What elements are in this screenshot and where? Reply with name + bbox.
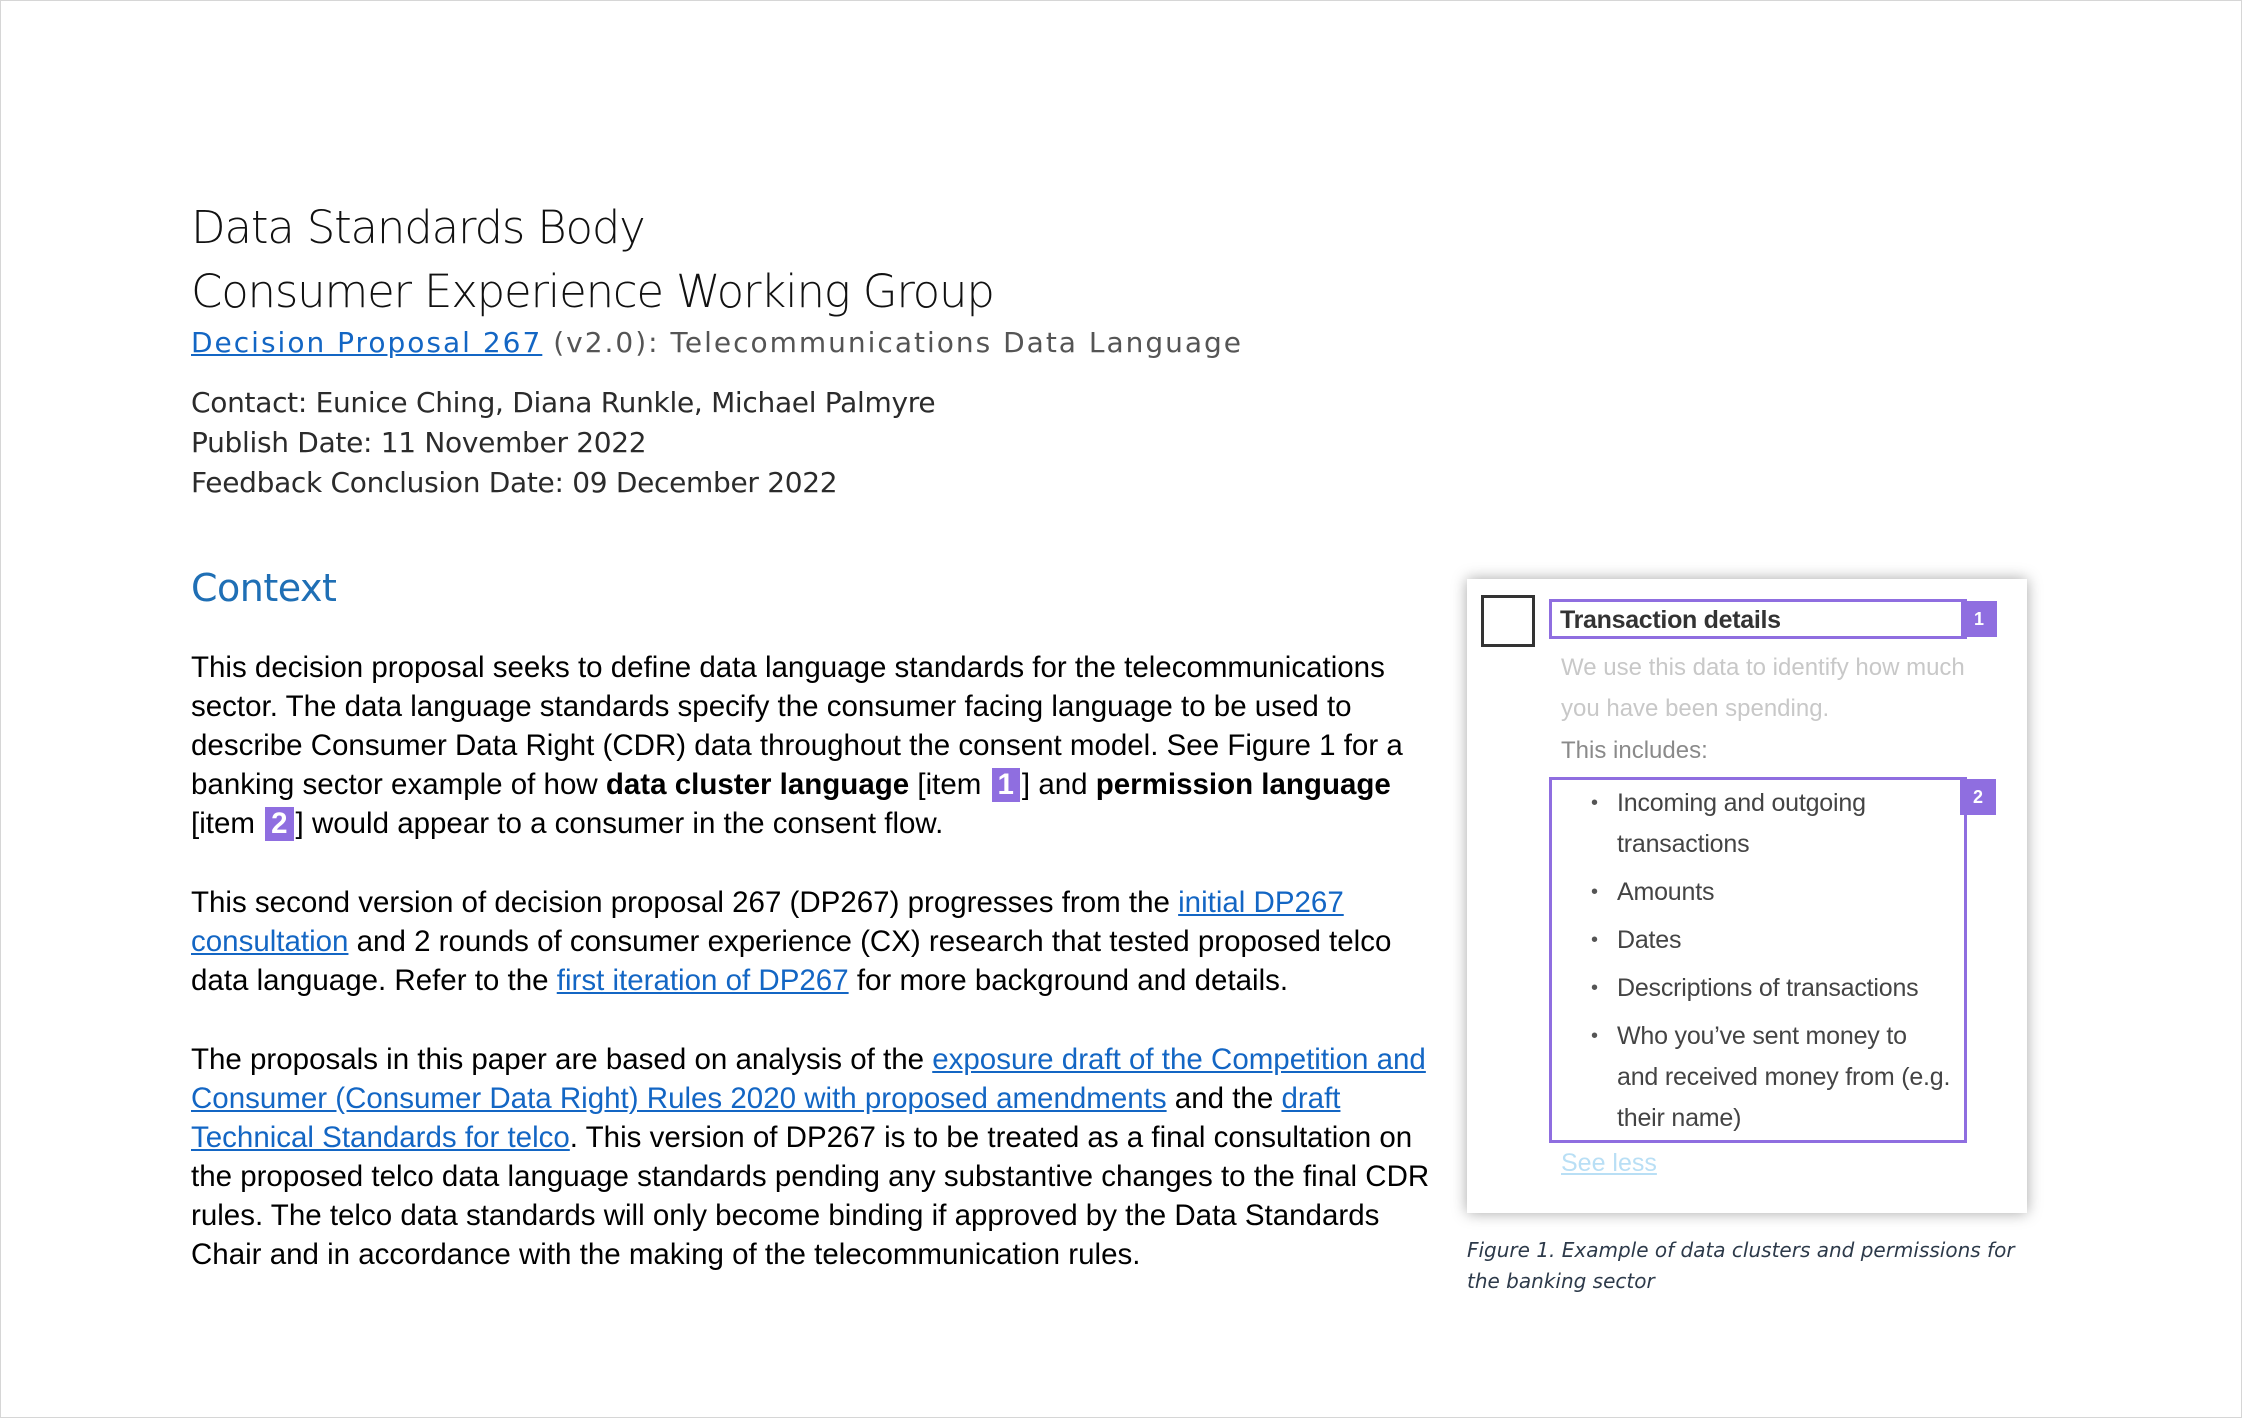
technical-standards-link[interactable]: draft Technical Standards for telco: [191, 1082, 1341, 1154]
document-title-line-2: Consumer Experience Working Group: [191, 265, 994, 318]
p1-text-c: ] and: [1021, 768, 1096, 801]
document-subtitle: [191, 326, 1243, 359]
document-meta: [191, 383, 935, 503]
item-tag-1: 1: [992, 768, 1020, 802]
document-title-line-1: Data Standards Body: [191, 201, 645, 254]
context-paragraph-2: [191, 883, 1441, 1000]
p1-bold-permission: permission language: [1095, 768, 1391, 801]
p1-bold-data-cluster: data cluster language: [605, 768, 910, 801]
initial-dp267-link[interactable]: initial DP267 consultation: [191, 886, 1344, 958]
context-paragraph-3: [191, 1040, 1441, 1274]
list-item: • Descriptions of transactions: [1561, 968, 1951, 1009]
p3-text-a: The proposals in this paper are based on analysis of the: [191, 1043, 933, 1076]
p3-text-c: . This version of DP267 is to be treated as a final consultation on the proposed telco data language standards pending any substantive changes to the final CDR rules. The telco data standards will only become binding if approved by the Data Standards Chair and in accordance with the making of the telecommunication rules.: [191, 1121, 1430, 1271]
figure-caption: Figure 1. Example of data clusters and permissions for the banking sector: [1467, 1238, 2015, 1293]
publish-date-line: Publish Date: 11 November 2022: [191, 426, 647, 459]
exposure-draft-link[interactable]: exposure draft of the Competition and Consumer (Consumer Data Right) Rules 2020 with proposed amendments: [191, 1043, 1426, 1115]
first-iteration-link[interactable]: first iteration of DP267: [556, 964, 849, 997]
badge-1: 1: [1961, 601, 1997, 637]
p1-text-d: [item: [191, 807, 264, 840]
includes-label: This includes:: [1561, 737, 1708, 764]
badge-2: 2: [1960, 779, 1996, 815]
contact-line: Contact: Eunice Ching, Diana Runkle, Michael Palmyre: [191, 386, 936, 419]
p1-text-b: [item: [909, 768, 990, 801]
list-item: • Dates: [1561, 920, 1951, 961]
p2-text-c: for more background and details.: [848, 964, 1289, 997]
p1-text-e: ] would appear to a consumer in the consent flow.: [295, 807, 944, 840]
figure-1-image: [1467, 579, 2027, 1213]
p2-text-a: This second version of decision proposal 267 (DP267) progresses from the: [191, 886, 1179, 919]
decision-proposal-link[interactable]: Decision Proposal 267: [191, 326, 543, 359]
p3-text-b: and the: [1166, 1082, 1282, 1115]
list-item: • Amounts: [1561, 872, 1951, 913]
checkbox-icon: [1481, 595, 1535, 647]
p2-text-b: and 2 rounds of consumer experience (CX) research that tested proposed telco data language. Refer to the: [191, 925, 1392, 997]
see-less-link: See less: [1561, 1149, 1657, 1177]
context-heading: Context: [191, 566, 337, 610]
data-cluster-title: Transaction details: [1560, 606, 1781, 634]
list-item: • Who you’ve sent money to and received money from (e.g. their name): [1561, 1016, 1951, 1139]
permission-list: [1561, 783, 1951, 1146]
list-item: • Incoming and outgoing transactions: [1561, 783, 1951, 865]
subtitle-version-text: (v2.0): Telecommunications Data Language: [542, 326, 1244, 359]
data-cluster-header-box: [1549, 599, 1967, 639]
data-cluster-description: We use this data to identify how much you have been spending.: [1561, 654, 1965, 722]
p1-text-a: This decision proposal seeks to define data language standards for the telecommunications sector. The data language standards specify the consumer facing language to be used to describe Consumer Data Right (CDR) data throughout the consent model. See Figure 1 for a banking sector example of how: [191, 651, 1403, 801]
feedback-date-line: Feedback Conclusion Date: 09 December 2022: [191, 466, 838, 499]
context-paragraph-1: [191, 648, 1441, 843]
item-tag-2: 2: [265, 807, 293, 841]
title-block: [191, 196, 1243, 359]
